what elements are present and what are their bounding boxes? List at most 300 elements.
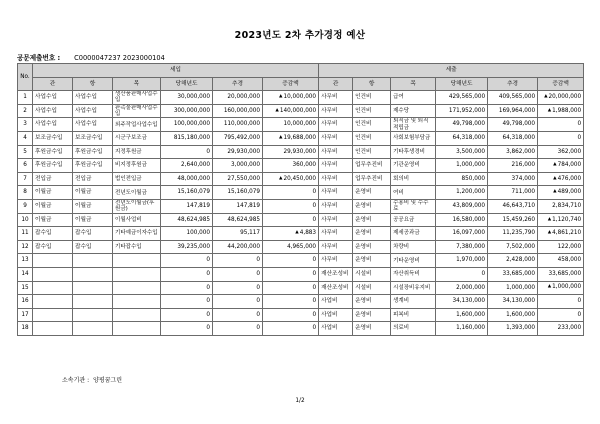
row-no-value: 3: [23, 121, 27, 128]
income-current: [161, 172, 213, 186]
expense-mok-value: 시설장비유지비: [393, 284, 431, 291]
income-current: [161, 308, 213, 322]
income-hang-value: 사업수입: [75, 107, 97, 114]
row-no-value: 4: [23, 134, 27, 141]
expense-mok-value: 사회보험부담금: [393, 135, 431, 142]
income-supplementary-value: 0: [256, 257, 260, 264]
income-gwan-value: 잡수입: [35, 230, 52, 237]
income-gwan-value: 후원금수입: [35, 162, 63, 169]
expense-current-value: 1,200,000: [456, 189, 486, 196]
income-gwan: [33, 118, 73, 132]
expense-current: [436, 186, 488, 200]
income-hang-value: 보조금수입: [75, 134, 103, 141]
table-row: [18, 322, 584, 336]
expense-current-value: 34,130,000: [452, 298, 486, 305]
income-supplementary: [213, 118, 263, 132]
expense-hang: [353, 104, 391, 118]
income-gwan: [33, 172, 73, 186]
expense-hang: [353, 199, 391, 213]
income-supplementary-value: 0: [256, 298, 260, 305]
income-mok: [113, 131, 161, 145]
income-current-value: 100,000: [186, 230, 210, 237]
income-hang-value: 전입금: [75, 175, 92, 182]
income-diff: [263, 295, 319, 309]
expense-diff: [538, 118, 584, 132]
income-supplementary-value: 27,550,000: [227, 175, 260, 182]
income-hang: [73, 308, 113, 322]
income-supplementary-value: 0: [256, 270, 260, 277]
income-diff-value: 140,000,000: [279, 107, 317, 114]
income-hang: [73, 118, 113, 132]
income-hang: [73, 186, 113, 200]
expense-diff-value: 489,000: [557, 189, 582, 196]
income-supplementary: [213, 104, 263, 118]
income-mok: [113, 227, 161, 241]
expense-current-value: 1,160,000: [456, 325, 486, 332]
expense-hang-value: 운영비: [355, 230, 372, 237]
row-no: [18, 322, 33, 336]
income-gwan: [33, 213, 73, 227]
income-current: [161, 227, 213, 241]
income-mok-value: 전년도이월금(후원금): [115, 200, 155, 213]
expense-supplementary: [488, 267, 538, 281]
expense-hang: [353, 172, 391, 186]
expense-mok: [391, 213, 436, 227]
income-gwan: [33, 281, 73, 295]
income-current-value: 48,624,985: [177, 216, 210, 223]
income-supplementary: [213, 172, 263, 186]
income-current-value: 48,000,000: [177, 175, 210, 182]
expense-mok-value: 제세공과금: [393, 230, 420, 237]
table-row: [18, 240, 584, 254]
row-no: [18, 131, 33, 145]
expense-hang-value: 운영비: [355, 189, 372, 196]
expense-current: [436, 131, 488, 145]
income-current-value: 0: [206, 270, 210, 277]
row-no: [18, 227, 33, 241]
decrease-icon: ▲: [295, 230, 299, 236]
expense-diff: [538, 172, 584, 186]
income-current-value: 39,235,000: [177, 243, 210, 250]
income-supplementary: [213, 199, 263, 213]
income-diff: [263, 118, 319, 132]
income-hang: [73, 322, 113, 336]
expense-hang: [353, 159, 391, 173]
income-gwan-value: 이월금: [35, 202, 52, 209]
expense-supplementary-value: 1,393,000: [506, 325, 536, 332]
income-current: [161, 295, 213, 309]
income-hang: [73, 159, 113, 173]
income-hang: [73, 213, 113, 227]
table-row: [18, 227, 584, 241]
expense-hang: [353, 281, 391, 295]
expense-diff: [538, 159, 584, 173]
decrease-icon: ▲: [553, 175, 557, 181]
income-gwan-value: 보조금수입: [35, 134, 63, 141]
expense-hang: [353, 227, 391, 241]
income-hang-value: 잡수입: [75, 243, 92, 250]
header-income-hang: 항: [73, 77, 113, 91]
expense-gwan: [319, 145, 353, 159]
income-current-value: 0: [206, 325, 210, 332]
expense-supplementary: [488, 254, 538, 268]
income-mok: [113, 213, 161, 227]
expense-diff: [538, 91, 584, 105]
income-gwan-value: 사업수입: [35, 94, 57, 101]
income-hang: [73, 91, 113, 105]
income-hang: [73, 199, 113, 213]
expense-mok-value: 차량비: [393, 243, 410, 250]
expense-hang: [353, 213, 391, 227]
income-diff-value: 0: [312, 189, 317, 196]
expense-gwan: [319, 295, 353, 309]
expense-current: [436, 322, 488, 336]
income-diff: [263, 104, 319, 118]
expense-supplementary-value: 49,798,000: [502, 121, 536, 128]
header-income-diff: 증감액: [263, 77, 319, 91]
row-no-value: 2: [23, 107, 27, 114]
header-expense-supplementary: 추경: [488, 77, 538, 91]
income-mok: [113, 145, 161, 159]
expense-mok: [391, 322, 436, 336]
expense-mok-value: 기타후생경비: [393, 148, 425, 155]
income-supplementary: [213, 186, 263, 200]
expense-diff-value: 1,120,740: [552, 216, 582, 223]
table-row: [18, 308, 584, 322]
expense-current-value: 16,580,000: [452, 216, 486, 223]
income-mok-value: 법인전입금: [115, 175, 142, 182]
income-diff-value: 360,000: [292, 162, 317, 169]
expense-supplementary: [488, 308, 538, 322]
expense-mok: [391, 91, 436, 105]
expense-diff-value: 476,000: [557, 175, 582, 182]
header-income-supplementary: 추경: [213, 77, 263, 91]
expense-diff: [538, 213, 584, 227]
table-row: [18, 145, 584, 159]
income-supplementary-value: 147,819: [236, 202, 260, 209]
income-diff-value: 0: [312, 216, 317, 223]
row-no: [18, 118, 33, 132]
expense-supplementary-value: 7,502,000: [506, 243, 536, 250]
expense-gwan-value: 사무비: [321, 202, 338, 209]
expense-supplementary-value: 2,428,000: [506, 257, 536, 264]
income-diff-value: 4,965,000: [287, 243, 317, 250]
income-hang: [73, 145, 113, 159]
document-number: [17, 52, 165, 62]
expense-mok-value: 수용비 및 수수료: [393, 200, 429, 213]
income-mok: [113, 159, 161, 173]
expense-supplementary-value: 11,235,790: [502, 230, 536, 237]
row-no-value: 6: [23, 162, 27, 169]
row-no-value: 8: [23, 189, 27, 196]
expense-hang: [353, 131, 391, 145]
income-gwan: [33, 186, 73, 200]
expense-hang: [353, 186, 391, 200]
income-hang: [73, 104, 113, 118]
income-mok: [113, 281, 161, 295]
income-supplementary-value: 20,000,000: [227, 94, 260, 101]
expense-diff-value: 362,000: [557, 148, 582, 155]
expense-mok: [391, 118, 436, 132]
expense-diff-value: 2,834,710: [552, 202, 582, 209]
expense-hang-value: 운영비: [355, 298, 372, 305]
income-mok: [113, 91, 161, 105]
income-supplementary: [213, 308, 263, 322]
expense-supplementary-value: 3,862,000: [506, 148, 536, 155]
expense-mok-value: 제수당: [393, 107, 410, 114]
expense-current-value: 1,000,000: [456, 162, 486, 169]
expense-current-value: 1,600,000: [456, 311, 486, 318]
expense-gwan-value: 사업비: [321, 325, 338, 332]
income-diff-value: 0: [312, 298, 317, 305]
income-mok: [113, 118, 161, 132]
expense-hang: [353, 267, 391, 281]
row-no: [18, 104, 33, 118]
income-current-value: 815,180,000: [173, 134, 210, 141]
income-gwan: [33, 159, 73, 173]
table-row: [18, 267, 584, 281]
expense-gwan-value: 사무비: [321, 189, 338, 196]
expense-supplementary-value: 33,685,000: [502, 270, 536, 277]
income-hang-value: 이월금: [75, 216, 92, 223]
expense-current: [436, 281, 488, 295]
row-no-value: 17: [21, 311, 29, 318]
expense-supplementary-value: 374,000: [511, 175, 536, 182]
income-current-value: 15,160,079: [177, 189, 210, 196]
expense-hang-value: 인건비: [355, 121, 372, 128]
expense-mok: [391, 104, 436, 118]
expense-diff-value: 0: [577, 121, 582, 128]
income-gwan: [33, 104, 73, 118]
income-hang: [73, 240, 113, 254]
income-mok-value: 이월사업비: [115, 216, 142, 223]
expense-gwan: [319, 186, 353, 200]
expense-current: [436, 267, 488, 281]
income-gwan-value: 후원금수입: [35, 148, 63, 155]
decrease-icon: ▲: [279, 175, 283, 181]
income-hang-value: 사업수입: [75, 121, 97, 128]
row-no-value: 16: [21, 298, 29, 305]
expense-current-value: 2,000,000: [456, 284, 486, 291]
header-expense-hang: 항: [353, 77, 391, 91]
income-gwan-value: 전입금: [35, 175, 52, 182]
income-current-value: 0: [206, 257, 210, 264]
expense-mok: [391, 267, 436, 281]
expense-diff-value: 458,000: [557, 257, 582, 264]
row-no-value: 11: [21, 230, 29, 237]
expense-hang: [353, 322, 391, 336]
income-gwan: [33, 322, 73, 336]
income-diff-value: 0: [312, 270, 317, 277]
income-supplementary: [213, 254, 263, 268]
row-no-value: 5: [23, 148, 27, 155]
income-current-value: 0: [206, 148, 210, 155]
income-diff-value: 0: [312, 311, 317, 318]
income-current: [161, 118, 213, 132]
income-gwan: [33, 295, 73, 309]
expense-supplementary: [488, 118, 538, 132]
expense-mok: [391, 227, 436, 241]
expense-current-value: 3,500,000: [456, 148, 486, 155]
expense-mok-value: 급여: [393, 94, 404, 101]
expense-gwan: [319, 213, 353, 227]
income-diff-value: 4,883: [299, 230, 317, 237]
expense-mok: [391, 131, 436, 145]
income-supplementary-value: 15,160,079: [227, 189, 260, 196]
agency-name: 양평꿈그린: [93, 377, 123, 384]
income-diff: [263, 145, 319, 159]
expense-gwan-value: 사무비: [321, 107, 338, 114]
income-diff: [263, 172, 319, 186]
income-mok: [113, 308, 161, 322]
expense-mok: [391, 145, 436, 159]
decrease-icon: ▲: [544, 94, 548, 100]
income-diff-value: 0: [312, 284, 317, 291]
expense-hang: [353, 118, 391, 132]
expense-current-value: 7,380,000: [456, 243, 486, 250]
expense-diff-value: 233,000: [557, 325, 582, 332]
agency-label: 소속기관 :: [62, 377, 90, 384]
expense-diff-value: 1,000,000: [552, 284, 582, 291]
table-row: [18, 213, 584, 227]
expense-supplementary: [488, 145, 538, 159]
expense-gwan: [319, 159, 353, 173]
expense-mok-value: 퇴직금 및 퇴직적립금: [393, 118, 429, 131]
expense-supplementary-value: 1,600,000: [506, 311, 536, 318]
expense-diff-value: 20,000,000: [548, 94, 582, 101]
decrease-icon: ▲: [279, 134, 283, 140]
income-current: [161, 131, 213, 145]
expense-supplementary: [488, 91, 538, 105]
income-diff-value: 29,930,000: [283, 148, 317, 155]
income-hang: [73, 295, 113, 309]
decrease-icon: ▲: [547, 216, 552, 222]
footer-agency: [62, 375, 122, 384]
expense-current: [436, 295, 488, 309]
income-diff: [263, 281, 319, 295]
expense-current-value: 16,097,000: [452, 230, 486, 237]
expense-gwan-value: 사무비: [321, 243, 338, 250]
row-no-value: 7: [23, 175, 27, 182]
income-supplementary-value: 795,492,000: [223, 134, 260, 141]
row-no-value: 13: [21, 257, 29, 264]
expense-supplementary: [488, 104, 538, 118]
expense-gwan: [319, 281, 353, 295]
expense-hang-value: 운영비: [355, 257, 372, 264]
row-no: [18, 308, 33, 322]
expense-current-value: 850,000: [461, 175, 486, 182]
expense-gwan-value: 사업비: [321, 298, 338, 305]
expense-gwan: [319, 254, 353, 268]
expense-diff: [538, 254, 584, 268]
decrease-icon: ▲: [553, 189, 557, 195]
income-supplementary: [213, 131, 263, 145]
expense-current-value: 429,565,000: [448, 94, 486, 101]
income-mok-value: 지정후원금: [115, 148, 142, 155]
expense-hang-value: 시설비: [355, 270, 372, 277]
income-supplementary-value: 3,000,000: [231, 162, 260, 169]
expense-hang-value: 인건비: [355, 134, 372, 141]
header-expense: 세출: [319, 64, 584, 78]
decrease-icon: ▲: [279, 94, 283, 100]
income-hang-value: 사업수입: [75, 94, 97, 101]
income-diff: [263, 91, 319, 105]
row-no-value: 9: [23, 202, 27, 209]
income-diff-value: 19,688,000: [283, 135, 317, 142]
budget-table: [17, 63, 584, 336]
expense-gwan: [319, 172, 353, 186]
income-current: [161, 91, 213, 105]
table-row: [18, 104, 584, 118]
income-current: [161, 213, 213, 227]
expense-diff: [538, 131, 584, 145]
expense-supplementary: [488, 240, 538, 254]
expense-diff: [538, 308, 584, 322]
decrease-icon: ▲: [553, 162, 557, 168]
income-diff: [263, 267, 319, 281]
expense-diff: [538, 322, 584, 336]
expense-supplementary: [488, 131, 538, 145]
income-mok: [113, 172, 161, 186]
expense-mok-value: 의료비: [393, 325, 410, 332]
income-hang: [73, 254, 113, 268]
income-current-value: 100,000,000: [173, 121, 210, 128]
table-row: [18, 295, 584, 309]
expense-current: [436, 118, 488, 132]
header-expense-gwan: 관: [319, 77, 353, 91]
row-no: [18, 186, 33, 200]
income-supplementary: [213, 295, 263, 309]
income-current: [161, 267, 213, 281]
expense-diff: [538, 240, 584, 254]
expense-diff-value: 122,000: [557, 243, 582, 250]
income-mok-value: 판촉물판매사업수입: [115, 104, 158, 118]
income-gwan-value: 잡수입: [35, 243, 52, 250]
expense-mok: [391, 159, 436, 173]
decrease-icon: ▲: [275, 107, 279, 113]
income-current: [161, 104, 213, 118]
expense-gwan: [319, 199, 353, 213]
expense-gwan: [319, 104, 353, 118]
income-supplementary: [213, 91, 263, 105]
expense-hang: [353, 308, 391, 322]
income-supplementary: [213, 227, 263, 241]
expense-current: [436, 213, 488, 227]
income-supplementary-value: 160,000,000: [223, 107, 260, 114]
expense-mok: [391, 295, 436, 309]
expense-hang-value: 인건비: [355, 94, 372, 101]
row-no: [18, 159, 33, 173]
income-supplementary-value: 110,000,000: [223, 121, 260, 128]
expense-mok-value: 회의비: [393, 175, 410, 182]
expense-hang: [353, 145, 391, 159]
income-mok-value: 전년도이월금: [115, 189, 147, 196]
expense-current: [436, 199, 488, 213]
expense-hang-value: 운영비: [355, 325, 372, 332]
expense-hang-value: 운영비: [355, 311, 372, 318]
document-number-value: C0000047237 2023000104: [74, 54, 165, 62]
expense-supplementary: [488, 213, 538, 227]
expense-supplementary: [488, 159, 538, 173]
expense-gwan-value: 사무비: [321, 175, 338, 182]
income-gwan: [33, 199, 73, 213]
income-supplementary-value: 48,624,985: [227, 216, 260, 223]
expense-current-value: 43,809,000: [452, 202, 486, 209]
income-current: [161, 254, 213, 268]
income-current: [161, 240, 213, 254]
income-hang-value: 이월금: [75, 202, 92, 209]
income-diff: [263, 199, 319, 213]
